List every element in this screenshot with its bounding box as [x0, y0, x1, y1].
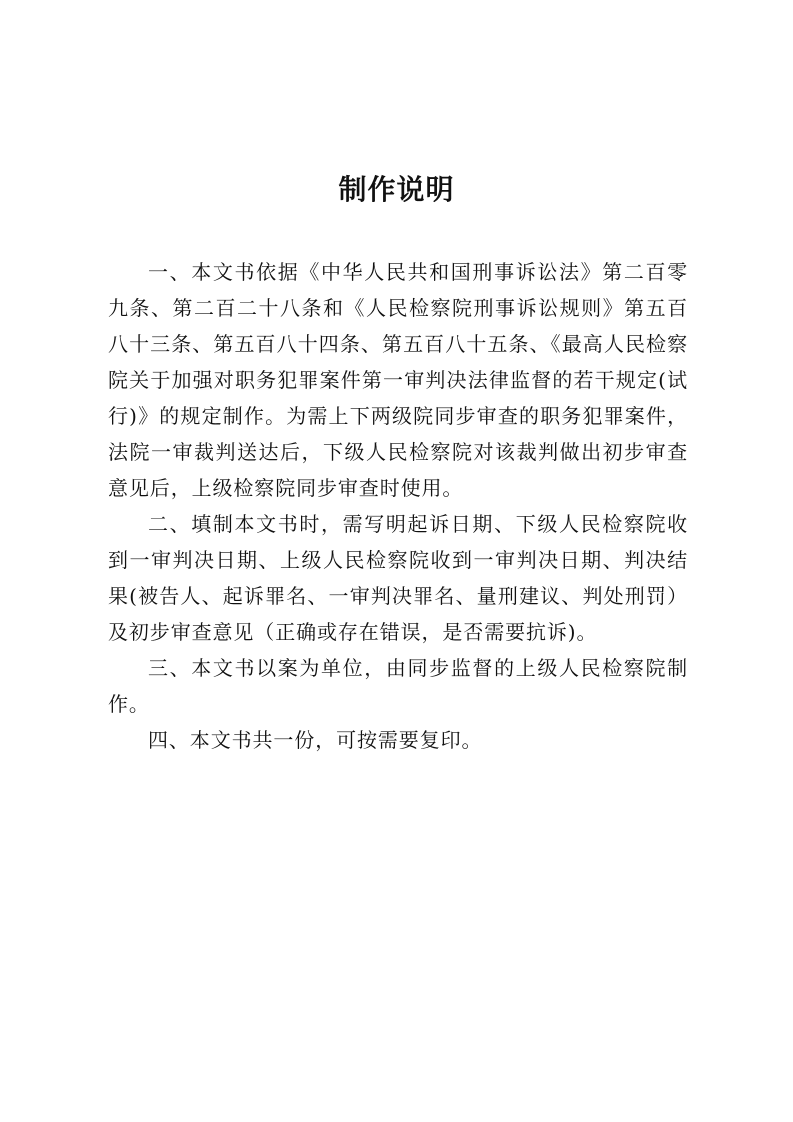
paragraph-1: 一、本文书依据《中华人民共和国刑事诉讼法》第二百零九条、第二百二十八条和《人民检察院刑事诉讼规则》第五百八十三条、第五百八十四条、第五百八十五条、《最高人民检察院关于加强对职务犯罪案件第一审判决法律监督的若干规定(试行)》的规定制作。为需上下两级院同步审查的职务犯罪案件，法院一审裁判送达后，下级人民检察院对该裁判做出初步审查意见后，上级检察院同步审查时使用。	[108, 260, 688, 500]
paragraph-4: 四、本文书共一份，可按需要复印。	[148, 728, 483, 752]
page-title: 制作说明	[338, 173, 455, 206]
instructions-body	[108, 254, 688, 758]
paragraph-2: 二、填制本文书时，需写明起诉日期、下级人民检察院收到一审判决日期、上级人民检察院收到一审判决日期、判决结果(被告人、起诉罪名、一审判决罪名、量刑建议、判处刑罚）及初步审查意见（正确或存在错误，是否需要抗诉)。	[108, 512, 688, 644]
paragraph-3: 三、本文书以案为单位，由同步监督的上级人民检察院制作。	[108, 656, 688, 716]
